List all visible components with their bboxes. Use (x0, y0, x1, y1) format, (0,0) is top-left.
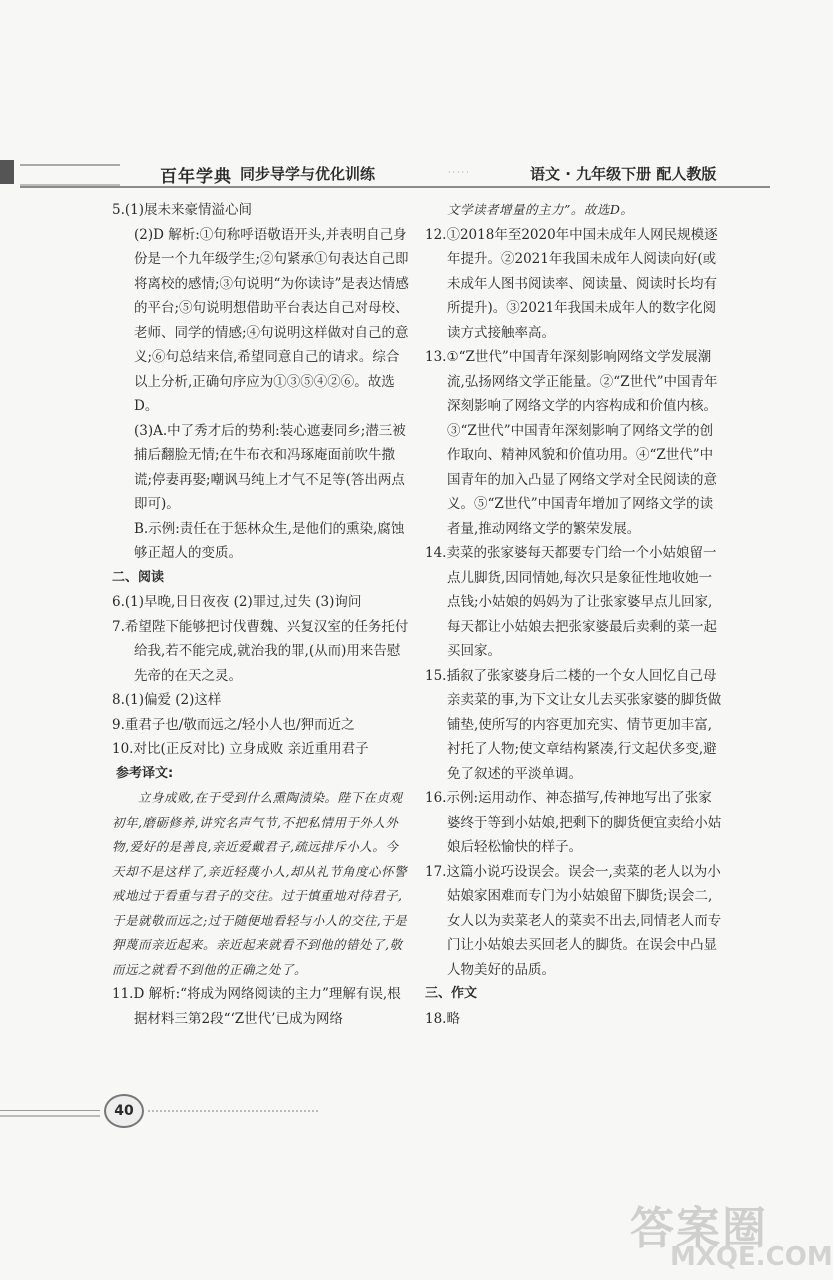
page-number: 40 (104, 1094, 144, 1128)
site-watermark (600, 1192, 833, 1272)
answer-11: 11.D 解析:“将成为网络阅读的主力”理解有误,根据材料三第2段“‘Z世代’已成为网络 (112, 986, 401, 1027)
answer-16: 16.示例:运用动作、神态描写,传神地写出了张家婆终于等到小姑娘,把剩下的脚货便宜卖给小姑娘后轻松愉快的样子。 (425, 790, 722, 855)
answer-13: 13.①“Z世代”中国青年深刻影响网络文学发展潮流,弘扬网络文学正能量。②“Z世代”中国青年深刻影响了网络文学的内容构成和价值内核。③“Z世代”中国青年深刻影响了网络文学的创作取向、精神风貌和价值功用。④“Z世代”中国青年的加入凸显了网络文学对全民阅读的意义。⑤“Z世代”中国青年增加了网络文学的读者量,推动网络文学的繁荣发展。 (425, 349, 718, 537)
book-subtitle: 同步导学与优化训练 (240, 165, 376, 183)
book-title: 百年学典 (160, 167, 232, 187)
section-composition-heading: 三、作文 (425, 986, 478, 1001)
subject-grade-edition: 语文 · 九年级下册 配人教版 (530, 165, 717, 183)
header-decoration (20, 164, 120, 186)
answer-18: 18.略 (425, 1010, 460, 1027)
footer-rule (0, 1110, 100, 1117)
answer-17: 17.这篇小说巧设误会。误会一,卖菜的老人以为小姑娘家困难而专门为小姑娘留下脚货;误会二,女人以为卖菜老人的菜卖不出去,同情老人而专门让小姑娘去买回老人的脚货。在误会中凸显人物美好的品质。 (425, 863, 722, 978)
answer-5-1: 5.(1)展未来豪情溢心间 (112, 202, 253, 218)
header-dots: ····· (448, 168, 471, 177)
answer-11-continued: 文学读者增量的主力”。故选D。 (447, 202, 634, 217)
header-rule (20, 186, 770, 188)
watermark-url: MXQE.COM (670, 1242, 833, 1272)
page-footer (0, 1088, 800, 1128)
left-column (112, 198, 410, 1031)
answer-5-3b: B.示例:责任在于惩林众生,是他们的熏染,腐蚀够正超人的变质。 (134, 520, 405, 561)
footer-dotted-rule (148, 1110, 318, 1112)
answer-5-2: (2)D 解析:①句称呼语敬语开头,并表明自己身份是一个九年级学生;②句紧承①句表达自己即将离校的感情;③句说明“为你读诗”是表达情感的平台;⑤句说明想借助平台表达自己对母校、老师、同学的情感;④句说明这样做对自己的意义;⑥句总结来信,希望同意自己的请求。综合以上分析,正确句序应为①③⑤④②⑥。故选D。 (134, 226, 409, 414)
reference-translation-title: 参考译文: (116, 765, 174, 781)
answer-10: 10.对比(正反对比) 立身成败 亲近重用君子 (112, 741, 369, 757)
right-column (425, 198, 725, 1031)
answer-6: 6.(1)早晚,日日夜夜 (2)罪过,过失 (3)询问 (112, 594, 362, 610)
reference-translation-text: 立身成败,在于受到什么熏陶渍染。陛下在贞观初年,磨砺修养,讲究名声气节,不把私情用于外人外物,爱好的是善良,亲近爱戴君子,疏远排斥小人。今天却不是这样了,亲近轻蔑小人,却从礼节角度心怀警戒地过于看重与君子的交往。过于慎重地对待君子,于是就敬而远之;过于随便地看轻与小人的交往,于是狎蔑而亲近起来。亲近起来就看不到他的错处了,敬而远之就看不到他的正确之处了。 (112, 790, 408, 977)
answer-8: 8.(1)偏爱 (2)这样 (112, 692, 222, 708)
answer-12: 12.①2018年至2020年中国未成年人网民规模逐年提升。②2021年我国未成年人阅读向好(或未成年人图书阅读率、阅读量、阅读时长均有所提升)。③2021年我国未成年人的数字化阅读方式接触率高。 (425, 226, 718, 341)
answer-9: 9.重君子也/敬而远之/轻小人也/狎而近之 (112, 716, 355, 733)
answer-15: 15.插叙了张家婆身后二楼的一个女人回忆自己母亲卖菜的事,为下文让女儿去买张家婆的脚货做铺垫,使所写的内容更加充实、情节更加丰富,衬托了人物;使文章结构紧凑,行文起伏多变,避免了叙述的平淡单调。 (425, 667, 722, 782)
answer-7: 7.希望陛下能够把讨伐曹魏、兴复汉室的任务托付给我,若不能完成,就治我的罪,(从而)用来告慰先帝的在天之灵。 (112, 618, 409, 684)
page-header (0, 150, 800, 192)
section-reading-heading: 二、阅读 (112, 569, 165, 585)
answer-14: 14.卖菜的张家婆每天都要专门给一个小姑娘留一点儿脚货,因同情她,每次只是象征性地收她一点钱;小姑娘的妈妈为了让张家婆早点儿回家,每天都让小姑娘去把张家婆最后卖剩的菜一起买回家。 (425, 545, 717, 659)
answer-5-3a: (3)A.中了秀才后的势利:装心遮妻同乡;潜三被捕后翻脸无情;在牛布衣和冯琢庵面前吹牛撒谎;停妻再娶;嘲讽马纯上才气不足等(答出两点即可)。 (134, 422, 406, 512)
watermark-logo-text: 答案圈 (630, 1203, 768, 1254)
header-tab-marker (0, 160, 14, 184)
